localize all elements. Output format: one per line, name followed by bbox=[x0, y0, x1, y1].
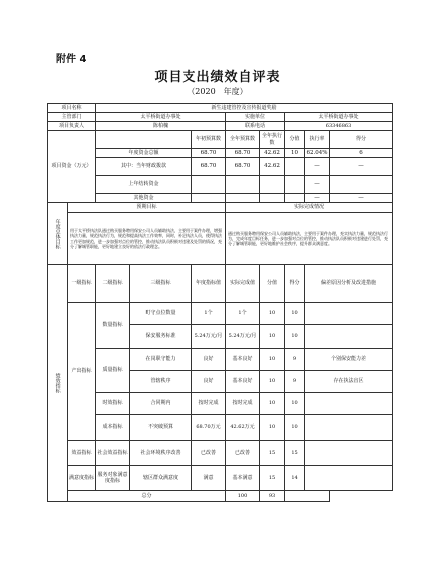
funds-header: 全年执行数 bbox=[260, 131, 285, 149]
leader-label: 项目负责人 bbox=[48, 122, 96, 131]
indicator-note bbox=[305, 303, 393, 325]
impl-label: 实施单位 bbox=[226, 113, 285, 122]
funds-cell: — bbox=[305, 158, 330, 176]
goals-section-label: 年度总体目标 bbox=[48, 203, 68, 265]
benefit-indicator-label: 效益指标 bbox=[68, 441, 96, 466]
indicator-got: 10 bbox=[285, 325, 305, 349]
indicator-score: 15 bbox=[260, 441, 285, 466]
total-label: 总分 bbox=[68, 491, 226, 502]
indicator-note bbox=[305, 325, 393, 349]
funds-header: 分值 bbox=[285, 131, 305, 149]
indicator-got: 10 bbox=[285, 415, 305, 441]
funds-cell bbox=[285, 158, 305, 176]
funds-cell bbox=[285, 176, 305, 194]
quality-indicator-label: 质量指标 bbox=[96, 349, 130, 393]
indicator-name: 在岗职守能力 bbox=[130, 349, 192, 371]
indicator-got: 14 bbox=[285, 466, 305, 491]
indicator-note bbox=[305, 441, 393, 466]
project-name: 新生违建管控及宣传报道奖励 bbox=[96, 104, 393, 113]
funds-cell: — bbox=[330, 158, 393, 176]
perf-header: 实际完成值 bbox=[226, 265, 260, 303]
perf-header: 偏差原因分析及改进措施 bbox=[305, 265, 393, 303]
indicator-note: 个别保安能力差 bbox=[305, 349, 393, 371]
indicator-target: 已改善 bbox=[192, 441, 226, 466]
funds-section-label: 项目资金（万元） bbox=[48, 131, 96, 203]
indicator-note bbox=[305, 466, 393, 491]
indicator-got: 9 bbox=[285, 371, 305, 393]
indicator-target: 1个 bbox=[192, 303, 226, 325]
phone-label: 联系电话 bbox=[226, 122, 285, 131]
funds-cell bbox=[192, 194, 226, 203]
perf-header: 分值 bbox=[260, 265, 285, 303]
dept-label: 主管部门 bbox=[48, 113, 96, 122]
indicator-score: 10 bbox=[260, 349, 285, 371]
indicator-note bbox=[305, 415, 393, 441]
perf-header: 一级指标 bbox=[68, 265, 96, 303]
time-indicator-label: 时效指标 bbox=[96, 393, 130, 415]
expected-goal-label: 预期目标 bbox=[68, 203, 226, 213]
cost-indicator-label: 成本指标 bbox=[96, 415, 130, 441]
project-name-label: 项目名称 bbox=[48, 104, 96, 113]
indicator-target: 良好 bbox=[192, 371, 226, 393]
funds-cell: 68.70 bbox=[192, 149, 226, 158]
funds-cell bbox=[192, 176, 226, 194]
funds-cell: — bbox=[305, 176, 330, 194]
perf-header: 三级指标 bbox=[130, 265, 192, 303]
self-evaluation-table bbox=[47, 103, 393, 502]
funds-cell bbox=[226, 176, 260, 194]
indicator-name: 管辖秩序 bbox=[130, 371, 192, 393]
impl-value: 太平桥街道办事处 bbox=[285, 113, 393, 122]
funds-cell bbox=[285, 194, 305, 203]
indicator-got: 10 bbox=[285, 393, 305, 415]
indicator-score: 10 bbox=[260, 415, 285, 441]
indicator-note: 存在执法盲区 bbox=[305, 371, 393, 393]
service-indicator-label: 服务对象满意度指标 bbox=[96, 466, 130, 491]
funds-cell: 68.70 bbox=[192, 158, 226, 176]
phone-value: 63346863 bbox=[285, 122, 393, 131]
indicator-got: 10 bbox=[285, 303, 305, 325]
funds-cell: 42.62 bbox=[260, 158, 285, 176]
funds-row-label: 年度资金总额 bbox=[96, 149, 192, 158]
funds-header: 得分 bbox=[330, 131, 393, 149]
annex-label: 附件 4 bbox=[56, 54, 87, 65]
funds-cell: 10 bbox=[285, 149, 305, 158]
funds-cell bbox=[260, 176, 285, 194]
indicator-got: 15 bbox=[285, 441, 305, 466]
satisfaction-indicator-label: 满意度指标 bbox=[68, 466, 96, 491]
funds-row-label: 上年结转资金 bbox=[96, 176, 192, 194]
funds-cell bbox=[330, 176, 393, 194]
indicator-got: 9 bbox=[285, 349, 305, 371]
funds-cell bbox=[260, 194, 285, 203]
funds-row-label: 其中：当年财政拨款 bbox=[96, 158, 192, 176]
funds-cell: 6 bbox=[330, 149, 393, 158]
perf-header: 年度指标值 bbox=[192, 265, 226, 303]
indicator-target: 68.70万元 bbox=[192, 415, 226, 441]
funds-cell: 68.70 bbox=[226, 149, 260, 158]
indicator-name: 辖区群众满意度 bbox=[130, 466, 192, 491]
actual-goal-text: 通过购买服务聘用保安公司人员辅助执法，主要用于案件办理，充实执法力量，规范执法行为，完成年度目标任务，进一步加强对点位的管控，推动执法队员积极对违建进行处罚，充分了解城管职能，更好地维护社会秩序，提升群众满意度。 bbox=[226, 213, 393, 265]
indicator-score: 10 bbox=[260, 393, 285, 415]
indicator-score: 15 bbox=[260, 466, 285, 491]
funds-row-label: 其他资金 bbox=[96, 194, 192, 203]
indicator-target: 良好 bbox=[192, 349, 226, 371]
funds-cell: 68.70 bbox=[226, 158, 260, 176]
indicator-note bbox=[305, 393, 393, 415]
year-line: （2020 年度） bbox=[187, 87, 248, 96]
indicator-actual: 1个 bbox=[226, 303, 260, 325]
indicator-actual: 基本良好 bbox=[226, 349, 260, 371]
indicator-actual: 5.24万元/月 bbox=[226, 325, 260, 349]
indicator-name: 町守点位数量 bbox=[130, 303, 192, 325]
funds-cell bbox=[226, 194, 260, 203]
total-score: 100 bbox=[226, 491, 260, 502]
output-indicator-label: 产出指标 bbox=[68, 303, 96, 441]
qty-indicator-label: 数量指标 bbox=[96, 303, 130, 349]
funds-cell: 42.62 bbox=[260, 149, 285, 158]
indicator-target: 按时完成 bbox=[192, 393, 226, 415]
indicator-name: 合同期内 bbox=[130, 393, 192, 415]
indicator-name: 社会环境秩序改善 bbox=[130, 441, 192, 466]
indicator-score: 10 bbox=[260, 325, 285, 349]
indicator-name: 保安服务标准 bbox=[130, 325, 192, 349]
indicator-score: 10 bbox=[260, 303, 285, 325]
page-title: 项目支出绩效自评表 bbox=[154, 70, 281, 85]
actual-goal-label: 实际完成情况 bbox=[226, 203, 393, 213]
social-indicator-label: 社会效益指标 bbox=[96, 441, 130, 466]
dept-value: 太平桥街道办事处 bbox=[96, 113, 226, 122]
leader-value: 陈柏槐 bbox=[96, 122, 226, 131]
perf-header: 二级指标 bbox=[96, 265, 130, 303]
indicator-target: 5.24万元/月 bbox=[192, 325, 226, 349]
funds-cell: — bbox=[330, 194, 393, 203]
total-got: 93 bbox=[260, 491, 285, 502]
funds-header: 执行率 bbox=[305, 131, 330, 149]
expected-goal-text: 用于太平桥执法队通过购买服务聘用保安公司人员辅助执法，主要用于案件办理，增强执法力量，规范执法行为，规范和提高执法工作效率，同时，补足执法人员，使得执法工作更加规范，进一步加强对点位的管控，推动执法队员积极对违建及处罚的情况，充分了解城管职能，更好地建立良好的依法行政理念。 bbox=[68, 213, 226, 265]
indicator-actual: 已改善 bbox=[226, 441, 260, 466]
indicator-name: 不突破预算 bbox=[130, 415, 192, 441]
indicator-actual: 基本良好 bbox=[226, 371, 260, 393]
perf-section-label: 绩效指标 bbox=[48, 265, 68, 502]
indicator-actual: 基本满意 bbox=[226, 466, 260, 491]
funds-header: 全年预算数 bbox=[226, 131, 260, 149]
perf-header: 得分 bbox=[285, 265, 305, 303]
funds-cell: 62.04% bbox=[305, 149, 330, 158]
funds-header: 年初预算数 bbox=[192, 131, 226, 149]
funds-cell: — bbox=[305, 194, 330, 203]
indicator-actual: 按时完成 bbox=[226, 393, 260, 415]
indicator-score: 10 bbox=[260, 371, 285, 393]
indicator-actual: 42.62万元 bbox=[226, 415, 260, 441]
indicator-target: 满意 bbox=[192, 466, 226, 491]
